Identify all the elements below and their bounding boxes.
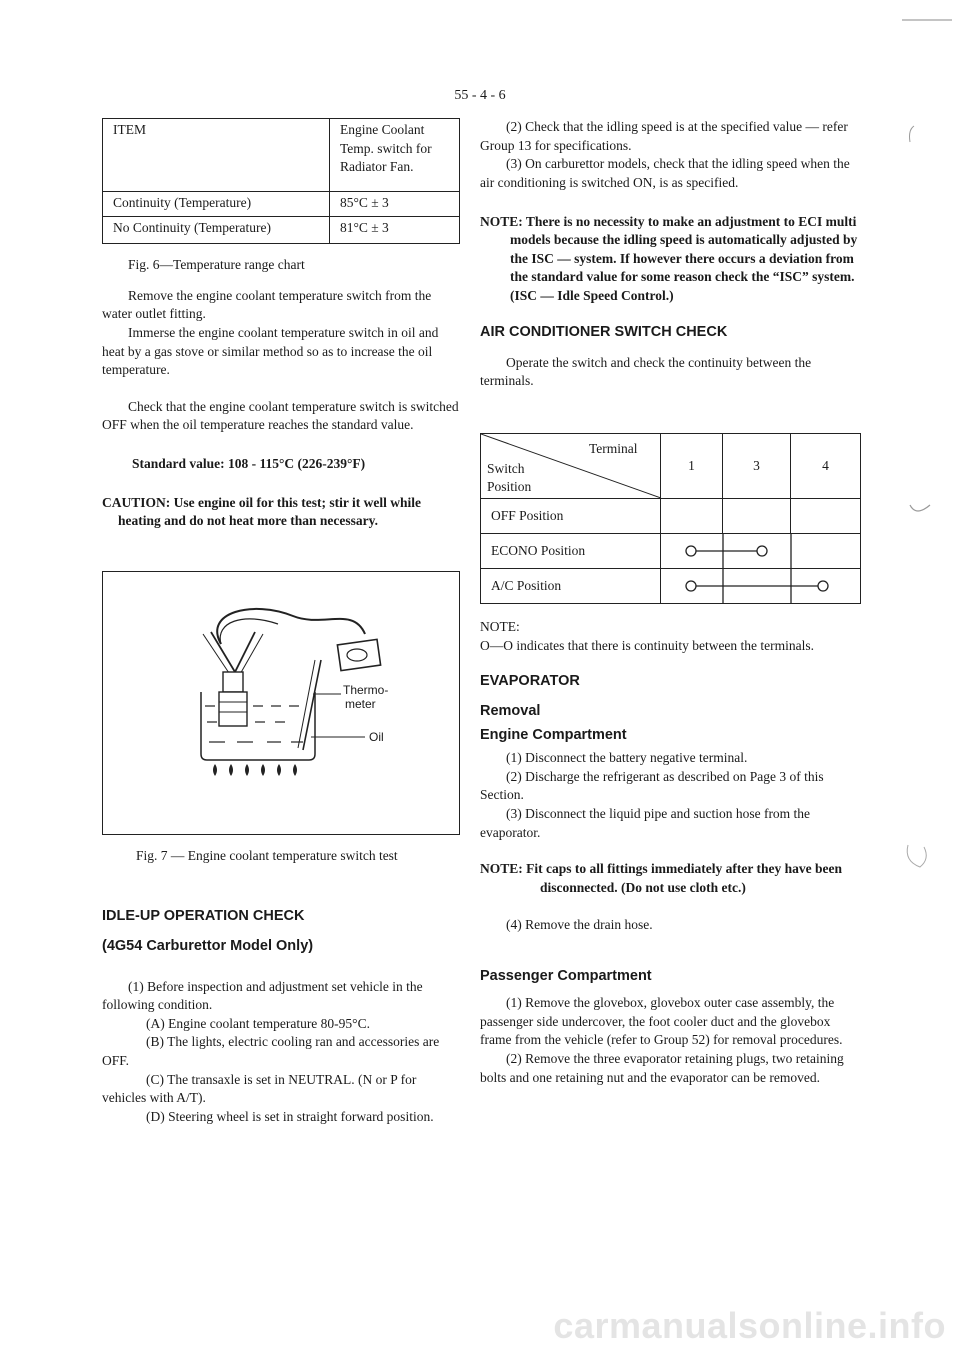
row-label-econo: ECONO Position: [481, 533, 661, 568]
idle-up-subheading: (4G54 Carburettor Model Only): [102, 937, 314, 954]
watermark: carmanualsonline.info: [553, 1305, 946, 1347]
spec-header-item: ITEM: [103, 119, 330, 192]
header-position: Position: [487, 478, 532, 494]
paragraph: (1) Before inspection and adjustment set vehicle in the following condition.: [102, 978, 423, 1013]
note-isc: NOTE: There is no necessity to make an adjustment to ECI multi models because the idling speed is automatically adjusted by the ISC — system. If however there occurs a deviation from the standard value for some reason check the “ISC” system. (ISC — Idle Speed Control.): [480, 213, 858, 303]
paragraph: (A) Engine coolant temperature 80-95°C.: [146, 1015, 370, 1031]
idle-up-heading: IDLE-UP OPERATION CHECK: [102, 907, 305, 924]
note-caps: NOTE: Fit caps to all fittings immediately after they have been disconnected. (Do not use cloth etc.): [480, 861, 842, 895]
fig7-frame: [102, 571, 460, 835]
paragraph: (2) Discharge the refrigerant as described on Page 3 of this Section.: [480, 768, 824, 803]
cell: [661, 498, 723, 533]
paragraph: Operate the switch and check the continuity between the terminals.: [480, 354, 812, 389]
paragraph: Check that the engine coolant temperature switch is switched OFF when the oil temperature reaches the standard value.: [102, 398, 459, 433]
paragraph: (1) Remove the glovebox, glovebox outer case assembly, the passenger side undercover, the foot cooler duct and the glovebox frame from the vehicle (refer to Group 52) for removal procedures.: [480, 995, 843, 1048]
paragraph: Immerse the engine coolant temperature switch in oil and heat by a gas stove or similar method so as to increase the oil temperature.: [102, 324, 439, 378]
spec-row-value: 85°C ± 3: [330, 192, 460, 217]
header-switch: Switch: [487, 460, 525, 476]
econo-continuity-cell: [661, 533, 861, 568]
spec-header-value: Engine Coolant Temp. switch for Radiator Fan.: [330, 119, 460, 192]
paragraph: (2) Remove the three evaporator retaining plugs, two retaining bolts and one retaining nut and the evaporator can be removed.: [480, 1051, 844, 1085]
caution-note: CAUTION: Use engine oil for this test; stir it well while heating and do not heat more than necessary.: [102, 494, 421, 529]
table-row: [103, 119, 460, 192]
diagonal-header-cell: [481, 433, 661, 498]
ac-switch-heading: AIR CONDITIONER SWITCH CHECK: [480, 323, 728, 340]
page-number: 55 - 4 - 6: [454, 88, 506, 103]
paragraph: (D) Steering wheel is set in straight forward position.: [146, 1108, 434, 1124]
switch-continuity-table: [480, 433, 861, 604]
row-label-off: OFF Position: [481, 498, 661, 533]
terminal-1: 1: [661, 433, 723, 498]
fig7-caption: Fig. 7 — Engine coolant temperature switch test: [136, 847, 398, 863]
table-row: [103, 217, 460, 244]
note-continuity: O—O indicates that there is continuity between the terminals.: [480, 637, 815, 653]
paragraph: Remove the engine coolant temperature switch from the water outlet fitting.: [102, 287, 432, 322]
terminal-3: 3: [723, 433, 791, 498]
paragraph: (2) Check that the idling speed is at the specified value — refer Group 13 for specifications.: [480, 119, 848, 153]
paragraph: (3) On carburettor models, check that the idling speed when the air conditioning is switched ON, is as specified.: [480, 156, 850, 190]
thermometer-label-line: Thermo-: [343, 682, 389, 697]
coolant-switch-test-illustration: [103, 572, 459, 834]
spec-row-label: No Continuity (Temperature): [103, 217, 330, 244]
paragraph: (C) The transaxle is set in NEUTRAL. (N or P for vehicles with A/T).: [102, 1071, 417, 1106]
table-row: [481, 433, 861, 498]
standard-value: Standard value: 108 - 115°C (226-239°F): [132, 456, 366, 471]
table-row: [481, 533, 861, 568]
header-terminal: Terminal: [589, 440, 638, 456]
row-label-ac: A/C Position: [481, 568, 661, 603]
spec-row-label: Continuity (Temperature): [103, 192, 330, 217]
paragraph: (B) The lights, electric cooling ran and accessories are OFF.: [102, 1034, 440, 1068]
note-label: NOTE:: [480, 618, 520, 634]
engine-compartment-heading: Engine Compartment: [480, 727, 627, 744]
paragraph: (1) Disconnect the battery negative terminal.: [506, 750, 748, 766]
right-column: [480, 118, 864, 1087]
paragraph: (4) Remove the drain hose.: [506, 916, 653, 932]
continuity-1-3: [661, 534, 861, 568]
passenger-compartment-heading: Passenger Compartment: [480, 968, 652, 985]
continuity-1-4: [661, 569, 861, 603]
evaporator-heading: EVAPORATOR: [480, 673, 580, 690]
thermometer-label-line: meter: [345, 696, 376, 711]
terminal-4: 4: [791, 433, 861, 498]
table-row: [481, 568, 861, 603]
cell: [723, 498, 791, 533]
temperature-spec-table: [102, 118, 460, 244]
spec-row-value: 81°C ± 3: [330, 217, 460, 244]
paragraph: (3) Disconnect the liquid pipe and suction hose from the evaporator.: [480, 806, 811, 840]
thermometer-label: [343, 684, 388, 712]
oil-label: Oil: [369, 729, 384, 744]
left-column: [102, 118, 460, 1127]
removal-heading: Removal: [480, 703, 541, 720]
table-row: [103, 192, 460, 217]
fig6-caption: Fig. 6—Temperature range chart: [128, 257, 305, 272]
ac-continuity-cell: [661, 568, 861, 603]
scan-artifact: [896, 0, 956, 1357]
table-row: [481, 498, 861, 533]
cell: [791, 498, 861, 533]
